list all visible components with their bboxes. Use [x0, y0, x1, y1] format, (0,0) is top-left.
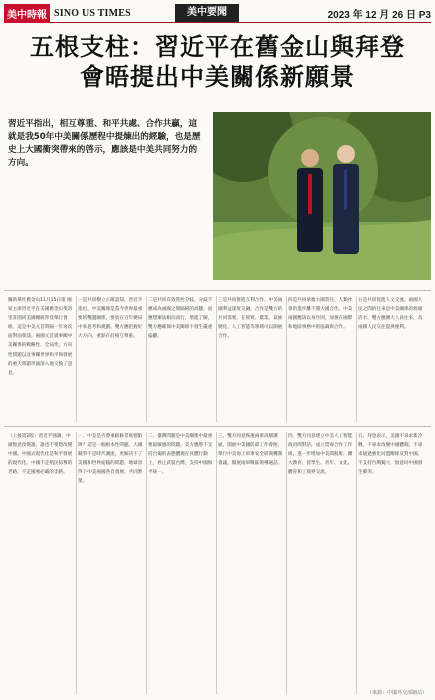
deck-quote: 習近平指出，相互尊重、和平共處、合作共贏，這就是我50年中美關係歷程中提煉出的經驗，也是歷史上大國衝突帶來的啓示，應該是中美共同努力的方向。	[8, 119, 201, 168]
article-column: 四、雙方同意建立中美人工智能政府間對話，成立禁毒合作工作組，進一步增加中美間航班，擴大教育、留學生、青年、文化、體育和工商界交流。	[288, 434, 353, 476]
column-rule	[146, 432, 147, 694]
column-rule	[216, 432, 217, 694]
section-divider-top	[4, 290, 431, 291]
column-rule	[286, 296, 287, 422]
source-note: （來源：中國外交部網站）	[366, 690, 427, 696]
article-column: 一、中美是否會重蹈修昔底德陷阱？這是一個根本性問題。大國競爭不是時代潮流，更解決不了美國和世界面臨的問題。地球容得下中美兩國各自發展、共同繁榮。	[78, 434, 143, 485]
article-column: 二是共同有效管控分歧。分歧不應成為兩國之間隔絕的高牆，而應想辦法相向而行，增進了解。雙方應確保中美關係不發生嚴重偏離。	[148, 298, 213, 340]
article-column: 一是共同樹立正確認知。習近平指出，中美關係是當今世界最重要的雙邊關係，要放在百年變局中來思考和規劃。雙方應把握好大方向，重點在於相互尊重。	[78, 298, 143, 340]
brand-name: SINO US TIMES	[54, 7, 131, 19]
article-column: 據新華社舊金山11月15日電 國家主席習近平在美國舊金山斐洛里莊園同美國總統拜登舉行會晤。這是中美元首時隔一年再次面對面會談。兩國元首就事關中美關係的戰略性、全局性、方向性問題以及事關世界和平與發展的重大問題坦誠深入地交換了意見。	[8, 298, 73, 376]
headline-line-2: 會晤提出中美關係新願景	[80, 63, 355, 91]
newspaper-logo: 美中時報	[4, 4, 50, 23]
column-rule	[356, 296, 357, 422]
headline-line-1: 五根支柱：習近平在舊金山與拜登	[30, 33, 405, 61]
article-column: 五、拜登表示，美國不尋求新冷戰，不尋求改變中國體制，不尋求通過強化同盟關係反對中國，不支持台灣獨立，無意同中國發生衝突。	[358, 434, 423, 476]
article-column: （上接第2版）習近平強調，中國無意改變誰，誰也不要想改變中國。中國式現代化是和平發展的現代化。中國不走殖民掠奪的老路，不走國強必霸的歪路。	[8, 434, 73, 476]
column-rule	[76, 296, 77, 422]
column-rule	[286, 432, 287, 694]
article-column: 四是共同承擔大國責任。人類社會的進步離不開大國合作。中美兩國應該以身作則，加強在國際和地區事務中的協調與合作。	[288, 298, 353, 331]
section-label: 美中要聞	[175, 4, 239, 22]
headline	[6, 32, 429, 92]
article-column: 二、臺灣問題是中美關係中最重要最敏感的問題。美方應將不支持台獨的表態體現在具體行動上，停止武裝台灣，支持中國和平統一。	[148, 434, 213, 476]
article-column: 三是共同推進互利合作。中美兩國利益深度交融，合作是雙方的共同需要。在經貿、農業、氣候變化、人工智能等領域可以開展合作。	[218, 298, 283, 340]
masthead	[4, 4, 431, 23]
photo-illustration	[213, 112, 431, 280]
section-divider-middle	[4, 426, 431, 427]
date-page: 2023 年 12 月 26 日 P3	[327, 9, 431, 21]
column-rule	[76, 432, 77, 694]
column-rule	[146, 296, 147, 422]
news-photo	[213, 112, 431, 280]
column-rule	[356, 432, 357, 694]
article-column: 五是共同促進人文交流。兩國人民之間的往來是中美關係的源頭活水，雙方應擴大人員往來，為兩國人民交往提供便利。	[358, 298, 423, 331]
column-rule	[216, 296, 217, 422]
article-column: 三、雙方同意恢復兩軍高層溝通，開展中美國防部工作會晤，舉行中美海上軍事安全磋商機制會議，開展兩軍戰區領導通話。	[218, 434, 283, 467]
